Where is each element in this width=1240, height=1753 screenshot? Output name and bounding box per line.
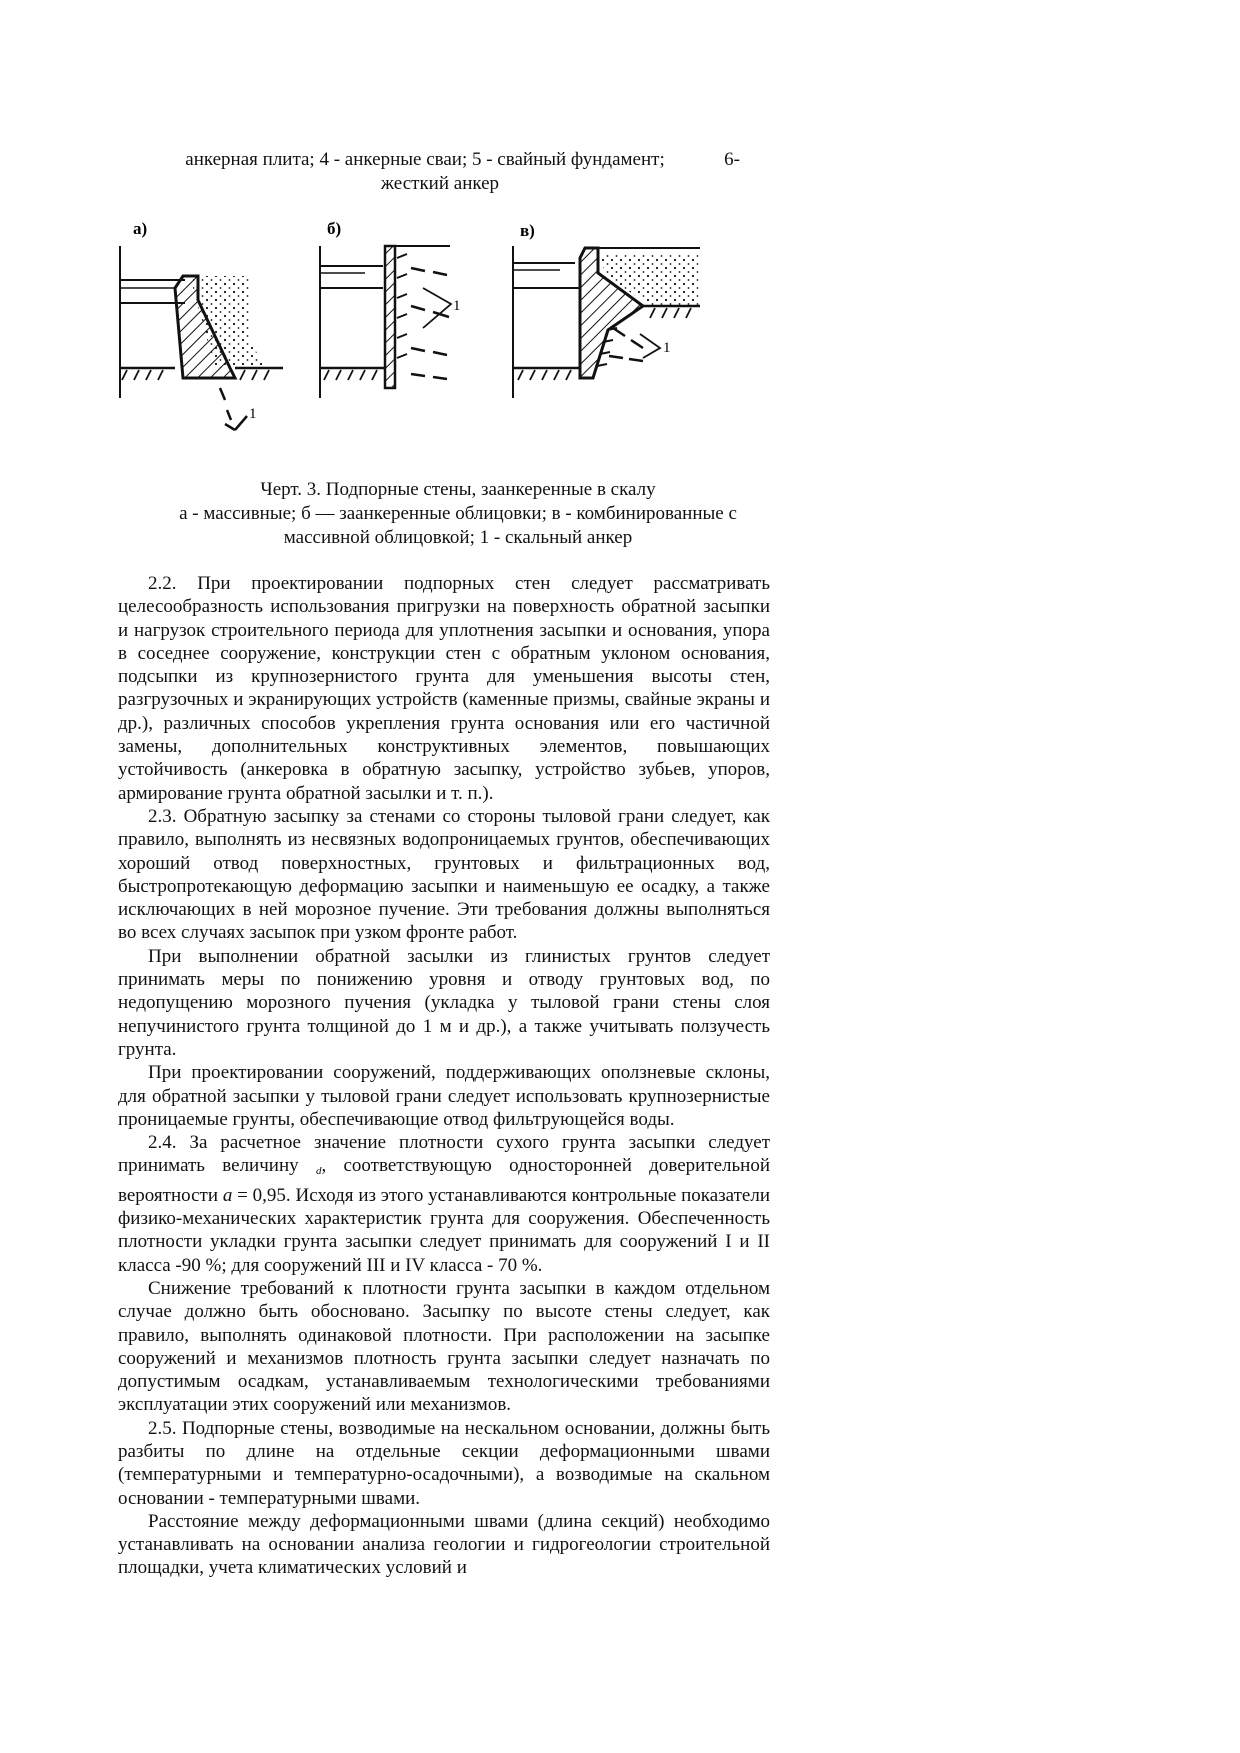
panel-c-label: в) xyxy=(520,221,535,240)
retaining-walls-figure xyxy=(115,218,755,473)
paragraph-2-3: 2.3. Обратную засыпку за стенами со стороны тыловой грани следует, как правило, выполнять из несвязных водопроницаемых грунтов, обеспечивающих хороший отвод поверхностных, грунтовых и фильтрационных вод, быстропротекающую деформацию засыпки и наименьшую ее осадку, а также исключающих в ней морозное пучение. Эти требования должны выполняться во всех случаях засыпок при узком фронте работ. xyxy=(118,805,770,944)
body-text xyxy=(118,572,770,1580)
panel-b-label: б) xyxy=(327,219,342,238)
paragraph-2-4-part-2: , соответствующую односторонней доверительной вероятности xyxy=(118,1155,771,1206)
figure-legend-line-2: массивной облицовкой; 1 - скальный анкер xyxy=(283,527,633,548)
figure-drawing xyxy=(115,218,755,473)
panel-c-combined-facing xyxy=(513,221,700,398)
paragraph-2-5: 2.5. Подпорные стены, возводимые на нескальном основании, должны быть разбиты по длине на отдельные секции деформационными швами (температурными и температурно-осадочными), а возводимые на скальном основании - температурными швами. xyxy=(118,1417,770,1509)
panel-c-callout: 1 xyxy=(663,340,671,356)
paragraph-clay-backfill: При выполнении обратной засылки из глинистых грунтов следует принимать меры по понижению уровня и отводу грунтовых вод, по недопущению морозного пучения (укладка у тыловой грани стены слоя непучинистого грунта толщиной до 1 м и др.), а также учитывать ползучесть грунта. xyxy=(118,945,770,1060)
panel-a-callout: 1 xyxy=(249,406,257,422)
paragraph-landslide-slopes: При проектировании сооружений, поддерживающих оползневые склоны, для обратной засыпки у тыловой грани следует использовать крупнозернистые проницаемые грунты, обеспечивающие отвод фильтрующейся воды. xyxy=(118,1062,770,1130)
paragraph-joint-spacing: Расстояние между деформационными швами (длина секций) необходимо устанавливать на основании анализа геологии и гидрогеологии строительной площадки, учета климатических условий и xyxy=(118,1510,770,1579)
density-subscript: d xyxy=(315,1165,322,1178)
alpha-symbol: a xyxy=(222,1184,233,1206)
paragraph-2-4-part-1: 2.4. За расчетное значение плотности сухого грунта засыпки следует принимать величину xyxy=(118,1132,770,1177)
paragraph-2-2: 2.2. При проектировании подпорных стен следует рассматривать целесообразность использования пригрузки на поверхность обратной засыпки и нагрузок строительного периода для уплотнения засыпки и основания, упора в соседнее сооружение, конструкции стен с обратным уклоном основания, подсыпки из крупнозернистого грунта для уменьшения высоты стен, разгрузочных и экранирующих устройств (каменные призмы, свайные экраны и др.), различных способов укрепления грунта основания или его частичной замены, дополнительных конструктивных элементов, повышающих устойчивость (анкеровка в обратную засыпку, устройство зубьев, упоров, армирование грунта обратной засылки и т. п.). xyxy=(118,573,770,804)
caption-line-2: жесткий анкер xyxy=(380,173,500,194)
panel-a-massive-wall xyxy=(120,219,283,430)
figure-caption-continuation xyxy=(140,148,740,196)
figure-legend-line-1: а - массивные; б — заанкеренные облицовки; в - комбинированные с xyxy=(179,503,737,524)
figure-caption xyxy=(118,478,798,550)
caption-line-1: анкерная плита; 4 - анкерные сваи; 5 - свайный фундамент; xyxy=(185,149,665,170)
figure-title: Черт. 3. Подпорные стены, заанкеренные в скалу xyxy=(260,479,656,500)
caption-item-number-6: 6- xyxy=(724,149,740,170)
panel-b-anchored-facing xyxy=(320,219,461,398)
panel-b-callout: 1 xyxy=(453,298,461,314)
paragraph-density-requirements: Снижение требований к плотности грунта засыпки в каждом отдельном случае должно быть обосновано. Засыпку по высоте стены следует, как правило, выполнять одинаковой плотности. При расположении на засыпке сооружений и механизмов плотность грунта засыпки следует назначать по допустимым осадкам, устанавливаемым технологическими требованиями эксплуатации этих сооружений или механизмов. xyxy=(118,1277,770,1416)
paragraph-2-4 xyxy=(118,1131,770,1277)
paragraph-2-4-part-3: = 0,95. Исходя из этого устанавливаются контрольные показатели физико-механических характеристик грунта для сооружения. Обеспеченность плотности укладки грунта засыпки следует принимать для сооружений I и II класса -90 %; для сооружений III и IV класса - 70 %. xyxy=(118,1184,771,1276)
panel-a-label: а) xyxy=(133,219,148,238)
